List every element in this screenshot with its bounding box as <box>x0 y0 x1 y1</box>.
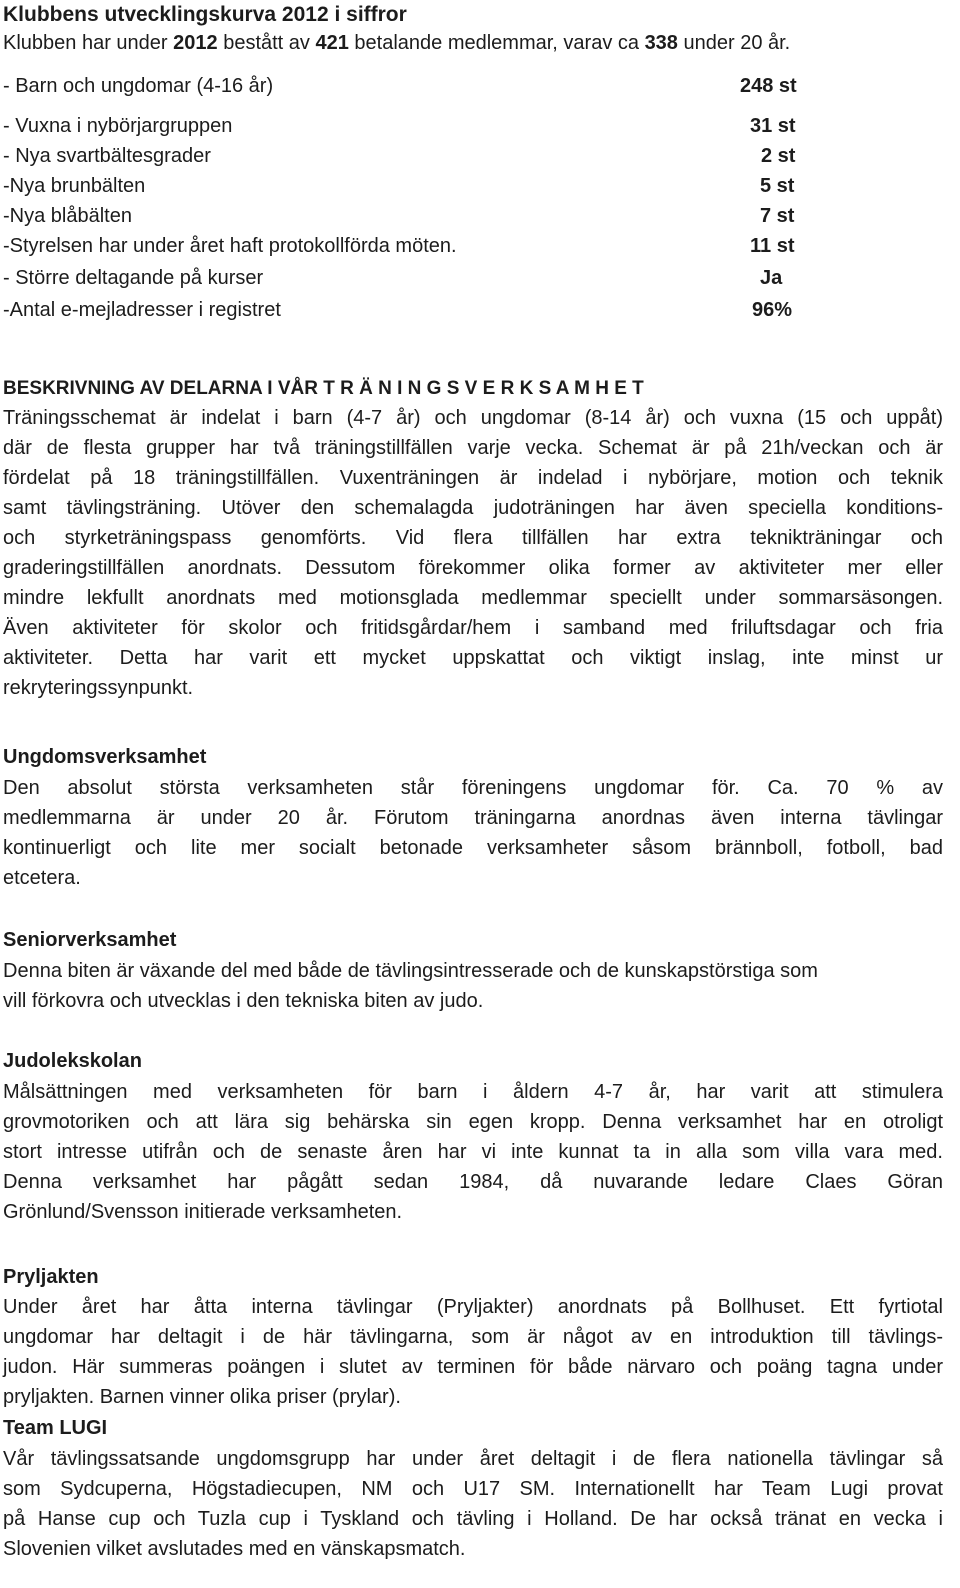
text-line: mindre lekfullt anordnats med motionsglada medlemmar speciellt under sommarsäsongen. <box>3 587 943 609</box>
text-line: Vår tävlingssatsande ungdomsgrupp har under året deltagit i de flera nationella tävlingar så <box>3 1448 943 1470</box>
text-line: graderingstillfällen anordnats. Dessutom förekommer olika former av aktiviteter mer eller <box>3 557 943 579</box>
text-line: etcetera. <box>3 867 81 889</box>
text-line: fördelat på 18 träningstillfällen. Vuxenträningen är indelad i nybörjare, motion och teknik <box>3 467 943 489</box>
text-line: Denna verksamhet har pågått sedan 1984, då nuvarande ledare Claes Göran <box>3 1171 943 1193</box>
text-line: som Sydcuperna, Högstadiecupen, NM och U17 SM. Internationellt har Team Lugi provat <box>3 1478 943 1500</box>
text-line: Den absolut största verksamheten står föreningens ungdomar för. Ca. 70 % av <box>3 777 943 799</box>
stat-value: 5 st <box>760 175 795 197</box>
section-heading: Judolekskolan <box>3 1050 142 1072</box>
text-line: grovmotoriken och att lära sig behärska sin egen kropp. Denna verksamhet har en otroligt <box>3 1111 943 1133</box>
section-heading: Pryljakten <box>3 1266 99 1288</box>
stat-value: 7 st <box>760 205 795 227</box>
section-body <box>3 1077 943 1227</box>
stat-label: - Nya svartbältesgrader <box>3 145 211 167</box>
text-line: Träningsschemat är indelat i barn (4-7 år) och ungdomar (8-14 år) och vuxna (15 och uppåt) <box>3 407 943 429</box>
intro-text <box>3 29 790 57</box>
stat-value: 2 st <box>761 145 796 167</box>
text-line: ungdomar har deltagit i de här tävlingarna, som är något av en introduktion till tävlings- <box>3 1326 943 1348</box>
intro-under20: 338 <box>644 32 678 54</box>
page-title: Klubbens utvecklingskurva 2012 i siffror <box>3 3 407 26</box>
intro-year: 2012 <box>173 32 218 54</box>
intro-members: 421 <box>315 32 349 54</box>
text-line: Slovenien vilket avslutades med en vänskapsmatch. <box>3 1538 466 1560</box>
section-body <box>3 773 943 893</box>
section-body <box>3 956 943 1016</box>
text-line: stort intresse utifrån och de senaste åren har vi inte kunnat ta in alla som villa vara med. <box>3 1141 943 1163</box>
stat-label: -Styrelsen har under året haft protokollförda möten. <box>3 235 457 257</box>
stat-value: 31 st <box>750 115 796 137</box>
text-line: där de flesta grupper har två träningstillfällen varje vecka. Schemat är på 21h/veckan och är <box>3 437 943 459</box>
stat-value: 11 st <box>750 235 795 257</box>
stat-value: Ja <box>760 267 783 289</box>
text-line: aktiviteter. Detta har varit ett mycket uppskattat och viktigt inslag, inte minst ur <box>3 647 943 669</box>
section-body <box>3 403 943 703</box>
stat-label: -Antal e-mejladresser i registret <box>3 299 281 321</box>
stat-value: 248 st <box>740 75 797 97</box>
section-heading: BESKRIVNING AV DELARNA I VÅR T R Ä N I N G S V E R K S A M H E T <box>3 378 644 399</box>
text-line: Målsättningen med verksamheten för barn i åldern 4-7 år, har varit att stimulera <box>3 1081 943 1103</box>
text-line: Denna biten är växande del med både de tävlingsintresserade och de kunskapstörstiga som <box>3 960 818 982</box>
text-line: judon. Här summeras poängen i slutet av terminen för både närvaro och poäng tagna under <box>3 1356 943 1378</box>
text-line: samt tävlingsträning. Utöver den schemalagda judoträningen har även speciella konditions- <box>3 497 943 519</box>
section-body <box>3 1444 943 1564</box>
stat-label: - Vuxna i nybörjargruppen <box>3 115 233 137</box>
text-line: rekryteringssynpunkt. <box>3 677 194 699</box>
text-line: och styrketräningspass genomförts. Vid flera tillfällen har extra teknikträningar och <box>3 527 943 549</box>
section-heading: Ungdomsverksamhet <box>3 746 207 768</box>
text-line: medlemmarna är under 20 år. Förutom träningarna anordnas även interna tävlingar <box>3 807 943 829</box>
text-line: Under året har åtta interna tävlingar (Pryljakter) anordnats på Bollhuset. Ett fyrtiotal <box>3 1296 943 1318</box>
intro-prefix: Klubben har under <box>3 32 174 54</box>
section-heading: Team LUGI <box>3 1417 108 1439</box>
intro-middle: bestått av <box>217 32 316 54</box>
section-body <box>3 1292 943 1412</box>
intro-suffix: under 20 år. <box>677 32 791 54</box>
text-line: vill förkovra och utvecklas i den tekniska biten av judo. <box>3 990 484 1012</box>
text-line: Grönlund/Svensson initierade verksamheten. <box>3 1201 403 1223</box>
stat-label: -Nya brunbälten <box>3 175 146 197</box>
text-line: Även aktiviteter för skolor och fritidsgårdar/hem i samband med friluftsdagar och fria <box>3 617 943 639</box>
stat-label: - Barn och ungdomar (4-16 år) <box>3 75 274 97</box>
text-line: pryljakten. Barnen vinner olika priser (prylar). <box>3 1386 401 1408</box>
section-heading: Seniorverksamhet <box>3 929 177 951</box>
text-line: på Hanse cup och Tuzla cup i Tyskland och tävling i Holland. De har också tränat en vecka i <box>3 1508 943 1530</box>
stat-label: -Nya blåbälten <box>3 205 132 227</box>
stat-label: - Större deltagande på kurser <box>3 267 264 289</box>
text-line: kontinuerligt och lite mer socialt betonade verksamheter såsom brännboll, fotboll, bad <box>3 837 943 859</box>
stat-value: 96% <box>752 299 793 321</box>
intro-after-members: betalande medlemmar, varav ca <box>348 32 645 54</box>
